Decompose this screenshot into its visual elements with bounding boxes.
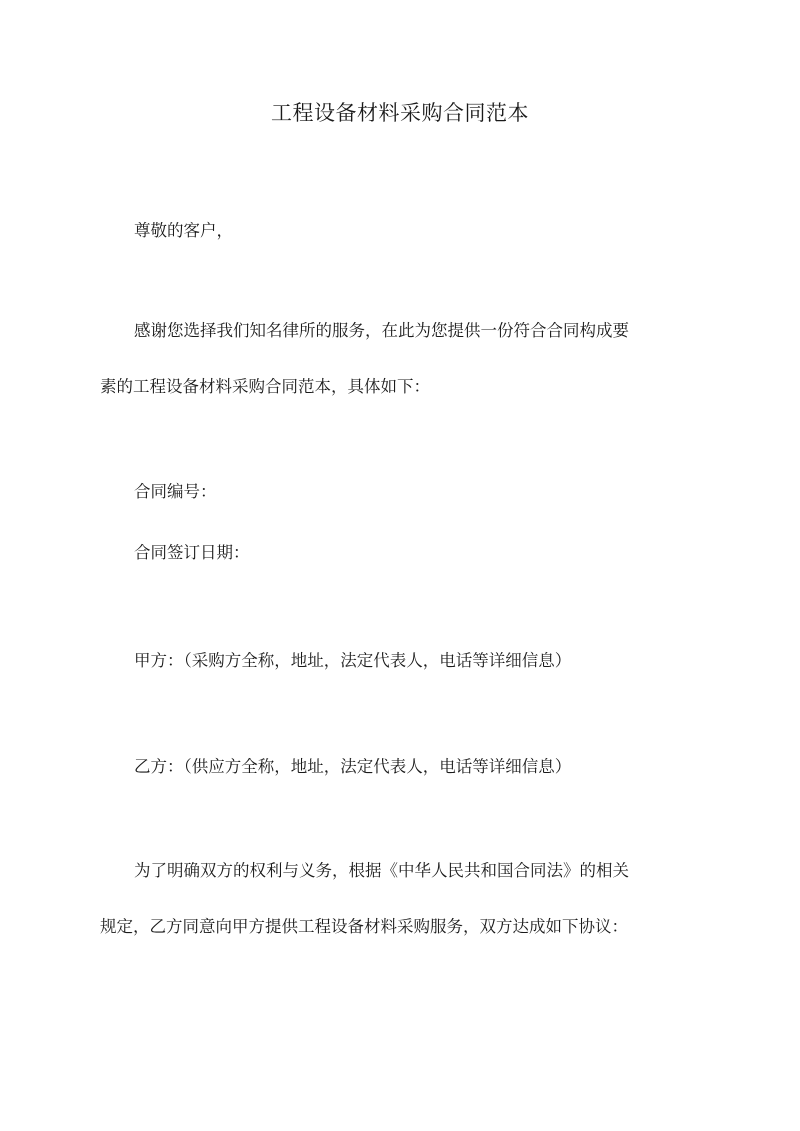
document-title: 工程设备材料采购合同范本	[271, 101, 529, 125]
intro-paragraph	[100, 303, 710, 415]
contract-number-label: 合同编号：	[134, 482, 217, 501]
intro-line-1: 感谢您选择我们知名律所的服务，在此为您提供一份符合合同构成要	[134, 321, 629, 340]
sign-date	[100, 525, 710, 581]
sign-date-label: 合同签订日期：	[134, 543, 250, 562]
preamble-line-1: 为了明确双方的权利与义务，根据《中华人民共和国合同法》的相关	[134, 861, 629, 880]
greeting-text: 尊敬的客户，	[134, 221, 233, 240]
intro-line-2: 素的工程设备材料采购合同范本，具体如下：	[100, 377, 430, 396]
preamble-line-2: 规定，乙方同意向甲方提供工程设备材料采购服务，双方达成如下协议：	[100, 917, 628, 936]
greeting	[100, 203, 710, 259]
party-b	[100, 739, 710, 795]
contract-number	[100, 464, 710, 520]
preamble-paragraph	[100, 843, 710, 955]
party-b-text: 乙方：（供应方全称，地址，法定代表人，电话等详细信息）	[134, 757, 572, 776]
party-a	[100, 633, 710, 689]
party-a-text: 甲方：（采购方全称，地址，法定代表人，电话等详细信息）	[134, 651, 572, 670]
